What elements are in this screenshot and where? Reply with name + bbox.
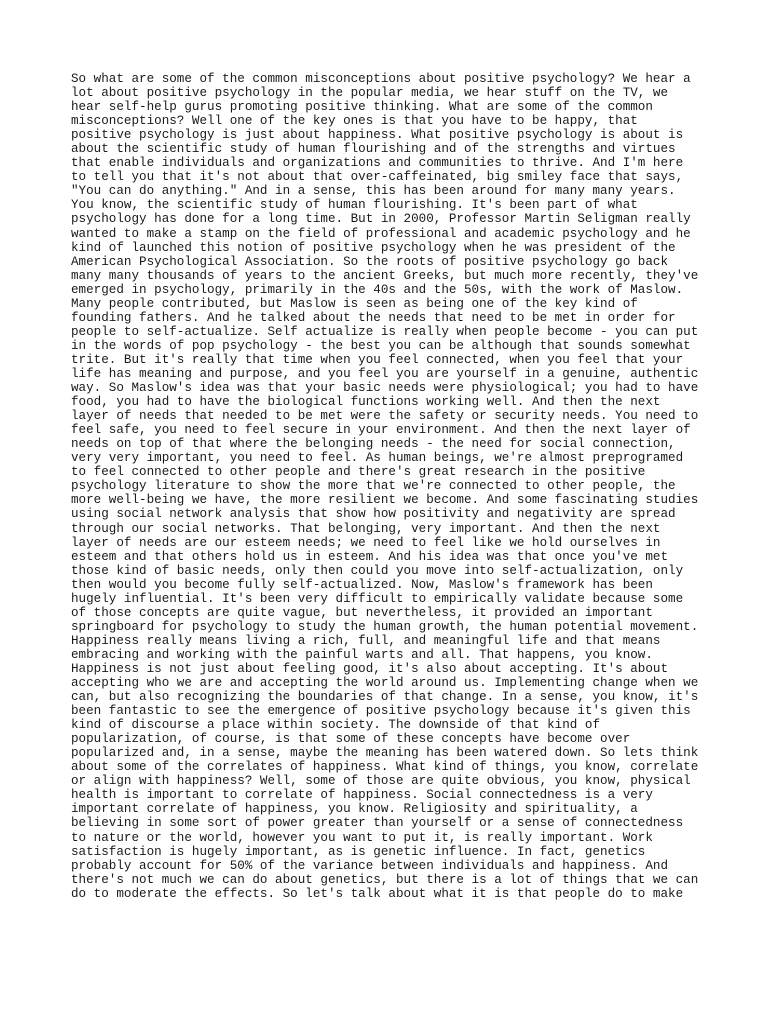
transcript-line: those kind of basic needs, only then could you move into self-actualization, only bbox=[71, 563, 684, 578]
transcript-line: layer of needs that needed to be met were the safety or security needs. You need to bbox=[71, 409, 699, 424]
transcript-line: founding fathers. And he talked about the needs that need to be met in order for bbox=[71, 310, 676, 325]
transcript-line: needs on top of that where the belonging needs - the need for social connection, bbox=[71, 437, 676, 452]
transcript-line: Happiness is not just about feeling good, it's also about accepting. It's about bbox=[71, 661, 669, 676]
transcript-line: popularization, of course, is that some of these concepts have become over bbox=[71, 732, 631, 747]
transcript-line: American Psychological Association. So the roots of positive psychology go back bbox=[71, 254, 669, 269]
transcript-line: way. So Maslow's idea was that your basic needs were physiological; you had to have bbox=[71, 381, 699, 396]
transcript-line: emerged in psychology, primarily in the 40s and the 50s, with the work of Maslow. bbox=[71, 282, 684, 297]
transcript-line: about some of the correlates of happiness. What kind of things, you know, correlate bbox=[71, 760, 699, 775]
transcript-line: through our social networks. That belonging, very important. And then the next bbox=[71, 521, 661, 536]
transcript-line: more well-being we have, the more resilient we become. And some fascinating studies bbox=[71, 493, 699, 508]
transcript-line: been fantastic to see the emergence of positive psychology because it's given this bbox=[71, 704, 691, 719]
transcript-line: embracing and working with the painful warts and all. That happens, you know. bbox=[71, 647, 653, 662]
transcript-line: popularized and, in a sense, maybe the meaning has been watered down. So lets think bbox=[71, 746, 699, 761]
transcript-line: using social network analysis that show how positivity and negativity are spread bbox=[71, 507, 676, 522]
transcript-line: feel safe, you need to feel secure in your environment. And then the next layer of bbox=[71, 423, 691, 438]
transcript-line: about the scientific study of human flourishing and of the strengths and virtues bbox=[71, 142, 676, 157]
transcript-line: hear self-help gurus promoting positive thinking. What are some of the common bbox=[71, 100, 653, 115]
transcript-line: psychology has done for a long time. But in 2000, Professor Martin Seligman really bbox=[71, 212, 691, 227]
transcript-line: "You can do anything." And in a sense, this has been around for many many years. bbox=[71, 184, 676, 199]
transcript-line: hugely influential. It's been very difficult to empirically validate because some bbox=[71, 591, 684, 606]
transcript-line: probably account for 50% of the variance between individuals and happiness. And bbox=[71, 858, 669, 873]
transcript-line: do to moderate the effects. So let's talk about what it is that people do to make bbox=[71, 886, 684, 901]
transcript-line: lot about positive psychology in the popular media, we hear stuff on the TV, we bbox=[71, 86, 669, 101]
transcript-line: in the words of pop psychology - the best you can be although that sounds somewhat bbox=[71, 338, 691, 353]
transcript-line: esteem and that others hold us in esteem. And his idea was that once you've met bbox=[71, 549, 669, 564]
transcript-line: positive psychology is just about happiness. What positive psychology is about is bbox=[71, 128, 684, 143]
transcript-line: kind of launched this notion of positive psychology when he was president of the bbox=[71, 240, 676, 255]
transcript-line: health is important to correlate of happiness. Social connectedness is a very bbox=[71, 788, 653, 803]
transcript-line: then would you become fully self-actualized. Now, Maslow's framework has been bbox=[71, 577, 653, 592]
transcript-line: that enable individuals and organizations and communities to thrive. And I'm here bbox=[71, 156, 684, 171]
transcript-line: to feel connected to other people and there's great research in the positive bbox=[71, 465, 646, 480]
transcript-line: kind of discourse a place within society. The downside of that kind of bbox=[71, 718, 601, 733]
transcript-line: food, you had to have the biological functions working well. And then the next bbox=[71, 395, 661, 410]
transcript-line: misconceptions? Well one of the key ones is that you have to be happy, that bbox=[71, 114, 638, 129]
transcript-line: accepting who we are and accepting the world around us. Implementing change when we bbox=[71, 676, 699, 691]
transcript-line: Happiness really means living a rich, full, and meaningful life and that means bbox=[71, 633, 661, 648]
transcript-line: layer of needs are our esteem needs; we need to feel like we hold ourselves in bbox=[71, 535, 661, 550]
transcript-line: believing in some sort of power greater than yourself or a sense of connectedness bbox=[71, 816, 684, 831]
transcript-line: or align with happiness? Well, some of those are quite obvious, you know, physical bbox=[71, 774, 691, 789]
transcript-line: life has meaning and purpose, and you feel you are yourself in a genuine, authentic bbox=[71, 366, 699, 381]
transcript-line: trite. But it's really that time when you feel connected, when you feel that your bbox=[71, 352, 684, 367]
transcript-body bbox=[71, 72, 711, 901]
transcript-line: psychology literature to show the more that we're connected to other people, the bbox=[71, 479, 676, 494]
transcript-line: So what are some of the common misconceptions about positive psychology? We hear a bbox=[71, 72, 691, 86]
transcript-line: can, but also recognizing the boundaries of that change. In a sense, you know, it's bbox=[71, 690, 699, 705]
transcript-line: people to self-actualize. Self actualize is really when people become - you can put bbox=[71, 324, 699, 339]
transcript-line: to nature or the world, however you want to put it, is really important. Work bbox=[71, 830, 653, 845]
transcript-line: to tell you that it's not about that over-caffeinated, big smiley face that says, bbox=[71, 170, 684, 185]
transcript-line: very very important, you need to feel. As human beings, we're almost preprogramed bbox=[71, 451, 684, 466]
transcript-line: springboard for psychology to study the human growth, the human potential movement. bbox=[71, 619, 699, 634]
transcript-line: You know, the scientific study of human flourishing. It's been part of what bbox=[71, 198, 638, 213]
transcript-line: of those concepts are quite vague, but nevertheless, it provided an important bbox=[71, 605, 653, 620]
transcript-line: wanted to make a stamp on the field of professional and academic psychology and he bbox=[71, 226, 691, 241]
transcript-line: Many people contributed, but Maslow is seen as being one of the key kind of bbox=[71, 296, 638, 311]
transcript-line: satisfaction is hugely important, as is genetic influence. In fact, genetics bbox=[71, 844, 646, 859]
transcript-line: important correlate of happiness, you know. Religiosity and spirituality, a bbox=[71, 802, 638, 817]
transcript-line: many many thousands of years to the ancient Greeks, but much more recently, they've bbox=[71, 268, 699, 283]
transcript-line: there's not much we can do about genetics, but there is a lot of things that we can bbox=[71, 872, 699, 887]
